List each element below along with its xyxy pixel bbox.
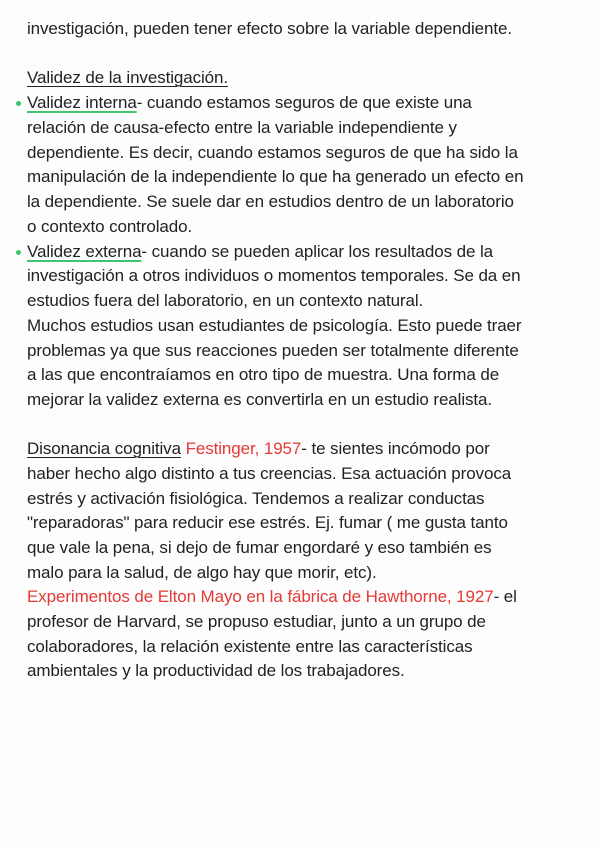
text-line: profesor de Harvard, se propuso estudiar, junto a un grupo de (27, 612, 486, 631)
text-line (27, 437, 490, 461)
title-experimentos-hawthorne: Experimentos de Elton Mayo en la fábrica de Hawthorne, 1927 (27, 587, 494, 606)
definition-text: - el (493, 587, 517, 606)
text-line: relación de causa-efecto entre la variable independiente y (27, 118, 457, 137)
text-line: o contexto controlado. (27, 217, 193, 236)
text-line (27, 91, 472, 115)
text-line: manipulación de la independiente lo que ha generado un efecto en (27, 167, 524, 186)
heading-text: Validez de la investigación. (27, 68, 229, 87)
text-line: "reparadoras" para reducir ese estrés. Ej. fumar ( me gusta tanto (27, 513, 508, 532)
text-line: investigación, pueden tener efecto sobre la variable dependiente. (27, 19, 512, 38)
text-line: colaboradores, la relación existente entre las características (27, 637, 473, 656)
text-line: haber hecho algo distinto a tus creencias. Esa actuación provoca (27, 464, 512, 483)
text-line: la dependiente. Se suele dar en estudios dentro de un laboratorio (27, 192, 514, 211)
text-line: estrés y activación fisiológica. Tendemos a realizar conductas (27, 489, 485, 508)
definition-text: - te sientes incómodo por (301, 439, 490, 458)
text-line: dependiente. Es decir, cuando estamos seguros de que ha sido la (27, 143, 518, 162)
text-line: malo para la salud, de algo hay que morir, etc). (27, 563, 377, 582)
citation-festinger: Festinger, 1957 (185, 439, 302, 458)
definition-text: - cuando estamos seguros de que existe una (136, 93, 472, 112)
section-heading-validez (27, 66, 228, 90)
text-line: Muchos estudios usan estudiantes de psicología. Esto puede traer (27, 316, 522, 335)
green-bullet-icon (16, 250, 21, 255)
text-line (27, 585, 517, 609)
text-line: investigación a otros individuos o momentos temporales. Se da en (27, 266, 521, 285)
text-line: mejorar la validez externa es convertirla en un estudio realista. (27, 390, 493, 409)
green-bullet-icon (16, 101, 21, 106)
text-line: a las que encontraíamos en otro tipo de muestra. Una forma de (27, 365, 500, 384)
text-line: problemas ya que sus reacciones pueden ser totalmente diferente (27, 341, 519, 360)
term-disonancia-cognitiva: Disonancia cognitiva (27, 439, 181, 458)
text-line: estudios fuera del laboratorio, en un contexto natural. (27, 291, 424, 310)
term-validez-externa: Validez externa (27, 242, 142, 261)
text-line (27, 240, 493, 264)
text-line: que vale la pena, si dejo de fumar engordaré y eso también es (27, 538, 492, 557)
text-line: ambientales y la productividad de los trabajadores. (27, 661, 405, 680)
term-validez-interna: Validez interna (27, 93, 137, 112)
definition-text: - cuando se pueden aplicar los resultados de la (141, 242, 494, 261)
